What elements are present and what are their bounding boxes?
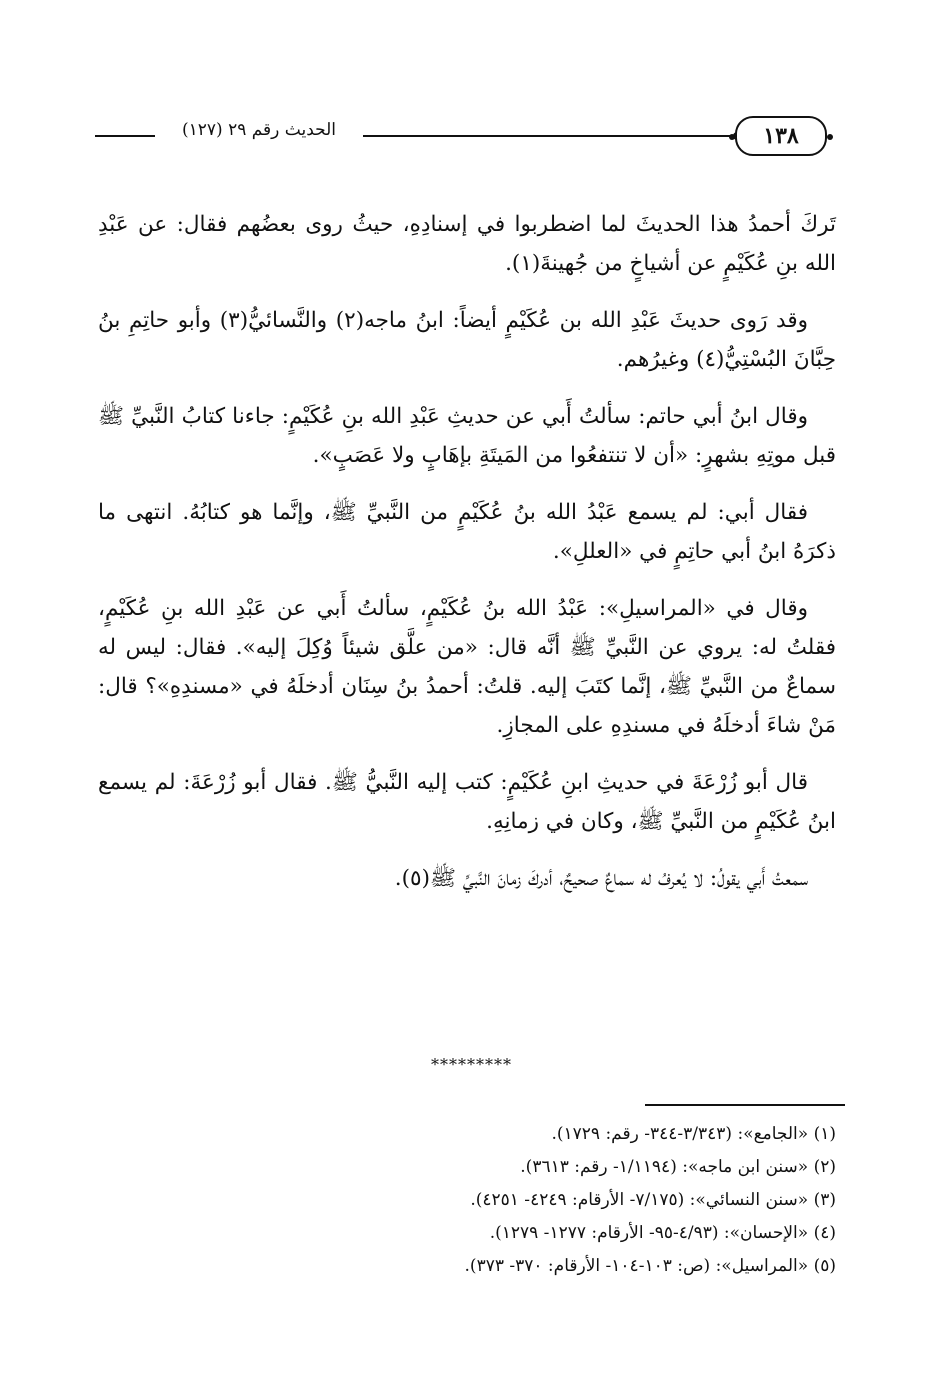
paragraph-2: وقد رَوى حديثَ عَبْدِ الله بن عُكَيْمٍ أيضاً: ابنُ ماجه(٢) والنَّسائيُّ(٣) وأبو حاتِمِ بنُ حِبَّانَ البُسْتِيُّ(٤) وغيرُهم. xyxy=(98,308,836,372)
paragraph-1: تَركَ أحمدُ هذا الحديثَ لما اضطربوا في إسنادِهِ، حيثُ روى بعضُهم فقال: عن عَبْدِ الله بنِ عُكَيْمٍ عن أشياخٍ من جُهينةَ(١). xyxy=(98,212,836,276)
footnote-5: (٥) «المراسيل»: (ص: ١٠٣-١٠٤- الأرقام: ٣٧٠- ٣٧٣). xyxy=(464,1256,836,1276)
paragraph-4: فقال أبي: لم يسمع عَبْدُ الله بنُ عُكَيْمٍ من النَّبيِّ ﷺ، وإنَّما هو كتابُهُ. انتهى ما ذكرَهُ ابنُ أبي حاتِمٍ في «العللِ». xyxy=(98,500,836,564)
footnote-rule xyxy=(645,1104,845,1106)
footnote-2: (٢) «سنن ابن ماجه»: (١/١١٩٤- رقم: ٣٦١٣). xyxy=(520,1157,836,1177)
running-header xyxy=(95,112,853,160)
header-rule-left xyxy=(95,135,155,137)
footnote-3: (٣) «سنن النسائي»: (٧/١٧٥- الأرقام: ٤٢٤٩- ٤٢٥١). xyxy=(470,1190,836,1210)
paragraph-6: قال أبو زُرْعَةَ في حديثِ ابنِ عُكَيْمٍ: كتب إليه النَّبيُّ ﷺ. فقال أبو زُرْعَةَ: لم يسمع ابنُ عُكَيْمٍ من النَّبيِّ ﷺ، وكان في زمانِهِ. xyxy=(98,770,836,834)
page-number: ١٣٨ xyxy=(735,116,827,156)
footnote-4: (٤) «الإحسان»: (٤/٩٣-٩٥- الأرقام: ١٢٧٧- ١٢٧٩). xyxy=(489,1223,836,1243)
main-text xyxy=(98,205,836,916)
header-rule-right xyxy=(363,135,735,137)
paragraph-5: وقال في «المراسيلِ»: عَبْدُ الله بنُ عُكَيْمٍ، سألتُ أَبي عن عَبْدِ الله بنِ عُكَيْمٍ، فقلتُ له: يروي عن النَّبيِّ ﷺ أنَّه قال: «من علَّق شيئاً وُكِلَ إليه». فقال: ليس له سماعٌ من النَّبيِّ ﷺ، إنَّما كتَبَ إليه. قلتُ: أحمدُ بنُ سِنَان أدخلَهُ في «مسندِهِ»؟ قال: مَنْ شاءَ أدخلَهُ في مسندِهِ على المجازِ. xyxy=(98,596,836,738)
paragraph-3: وقال ابنُ أبي حاتم: سألتُ أَبي عن حديثِ عَبْدِ الله بنِ عُكَيْمٍ: جاءنا كتابُ النَّبيِّ ﷺ قبل موتِهِ بشهرٍ: «أن لا تنتفعُوا من المَيتَةِ بإهَابٍ ولا عَصَبٍ». xyxy=(98,404,836,468)
header-title: الحديث رقم ٢٩ (١٢٧) xyxy=(181,120,337,140)
paragraph-7: سمعتُ أَبي يقولُ: لا يُعرفُ له سماعٌ صحيحٌ، أدركَ زمانَ النَّبيِّ ﷺ(٥). xyxy=(394,866,808,891)
footnote-1: (١) «الجامع»: (٣/٣٤٣-٣٤٤- رقم: ١٧٢٩). xyxy=(551,1124,836,1144)
section-separator: ********* xyxy=(431,1055,512,1074)
footnotes xyxy=(98,1118,836,1283)
